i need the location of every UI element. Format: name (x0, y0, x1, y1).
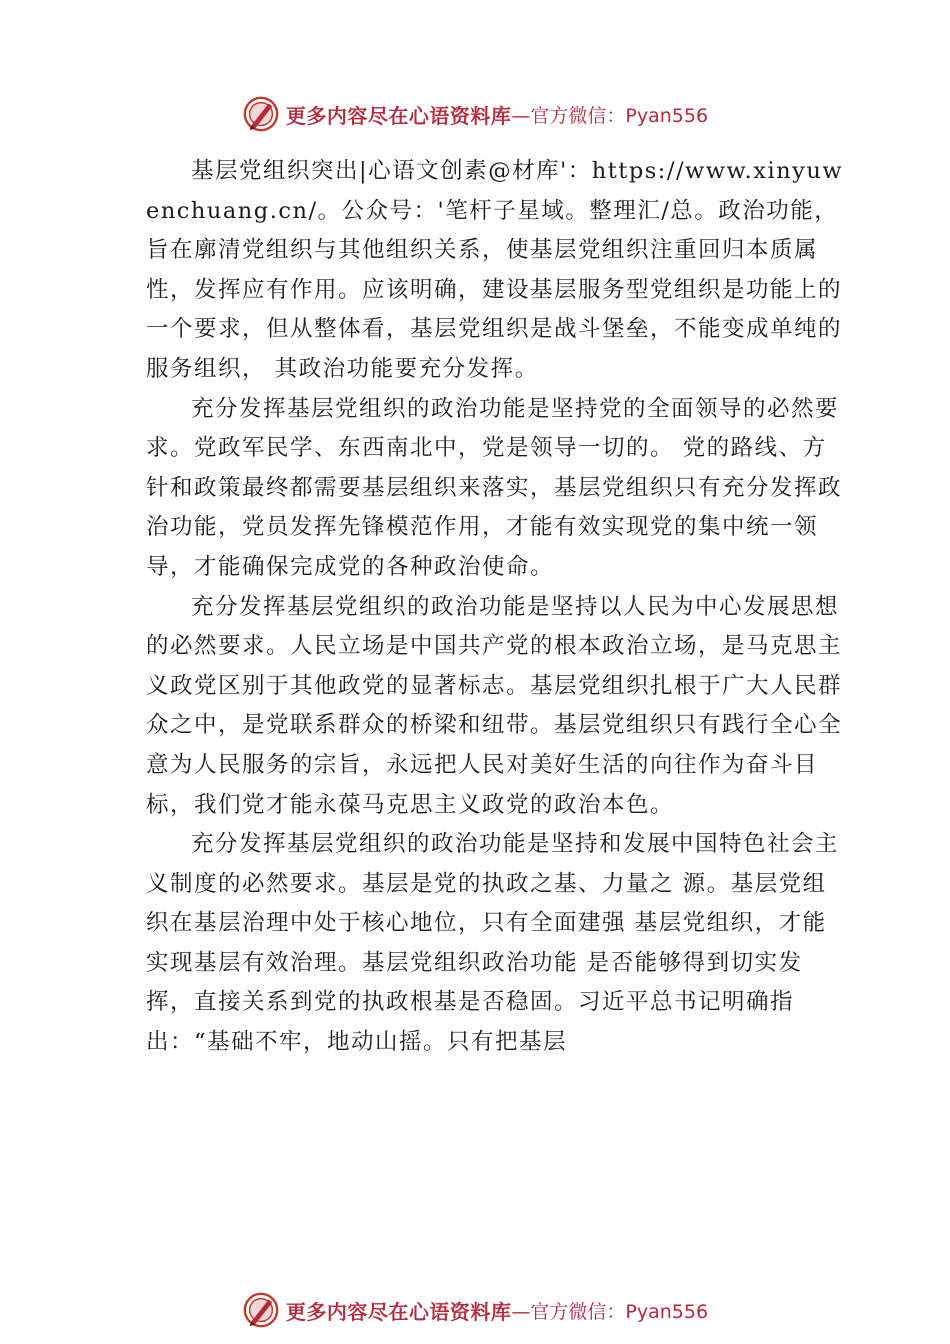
banner-lead-text: 更多内容尽在心语资料库 (285, 1299, 512, 1324)
footer-banner (0, 1290, 950, 1330)
banner-lead-text: 更多内容尽在心语资料库 (285, 103, 512, 128)
header-banner (0, 94, 950, 134)
paragraph: 充分发挥基层党组织的政治功能是坚持以人民为中心发展思想的必然要求。人民立场是中国共产党的根本政治立场，是马克思主义政党区别于其他政党的显著标志。基层党组织扎根于广大人民群众之中，是党联系群众的桥梁和纽带。基层党组织只有践行全心全意为人民服务的宗旨，永远把人民对美好生活的向往作为奋斗目标，我们党才能永葆马克思主义政党的政治本色。 (146, 593, 843, 818)
paragraph: 基层党组织突出|心语文创素@材库'：https://www.xinyuwenchuang.cn/。公众号：'笔杆子星域。整理汇/总。政治功能，旨在廓清党组织与其他组织关系，使基层党组织注重回归本质属性，发挥应有作用。应该明确，建设基层服务型党组织是功能上的一个要求，但从整体看，基层党组织是战斗堡垒，不能变成单纯的服务组织， 其政治功能要充分发挥。 (146, 158, 844, 382)
document-body (146, 152, 846, 1063)
pen-logo-icon (242, 1291, 280, 1329)
banner-contact-text: —官方微信：Pyan556 (511, 1300, 709, 1323)
pen-logo-icon (242, 95, 280, 133)
paragraph: 充分发挥基层党组织的政治功能是坚持党的全面领导的必然要求。党政军民学、东西南北中，党是领导一切的。 党的路线、方针和政策最终都需要基层组织来落实，基层党组织只有充分发挥政治功能，党员发挥先锋模范作用，才能有效实现党的集中统一领导，才能确保完成党的各种政治使命。 (146, 395, 843, 580)
banner-contact-text: —官方微信：Pyan556 (511, 104, 709, 127)
paragraph: 充分发挥基层党组织的政治功能是坚持和发展中国特色社会主义制度的必然要求。基层是党的执政之基、力量之 源。基层党组织在基层治理中处于核心地位，只有全面建强 基层党组织，才能实现基层有效治理。基层党组织政治功能 是否能够得到切实发挥，直接关系到党的执政根基是否稳固。习近平总书记明确指出：“基础不牢，地动山摇。只有把基层 (146, 831, 840, 1056)
